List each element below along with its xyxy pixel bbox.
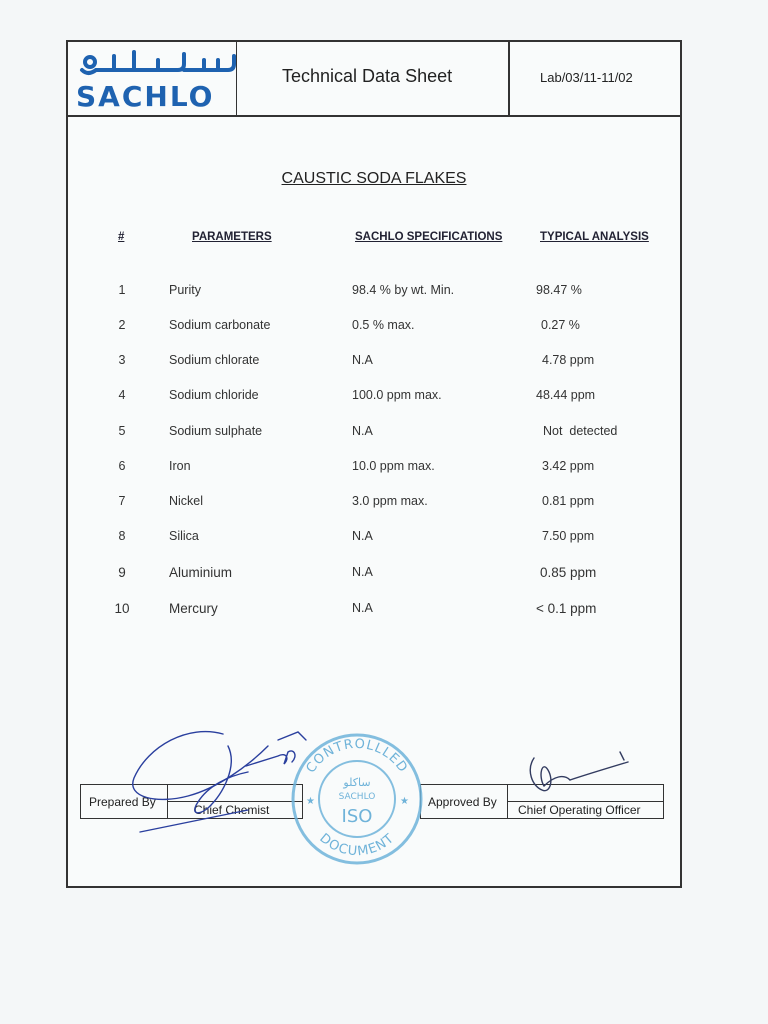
table-row (68, 565, 680, 585)
table-row (68, 494, 680, 514)
row-typical-value: 4.78 ppm (542, 353, 595, 367)
svg-text:CONTROLLLED (303, 737, 410, 776)
approved-by-role: Chief Operating Officer (518, 803, 641, 817)
approved-by-label: Approved By (428, 795, 497, 809)
approved-by-signature (508, 750, 658, 810)
stamp-company-arabic: ساكلو (343, 776, 371, 789)
row-parameter: Aluminium (169, 565, 233, 580)
table-row (68, 353, 680, 373)
row-typical-value: 7.50 ppm (542, 529, 595, 543)
prepared-by-label: Prepared By (89, 795, 156, 809)
column-header-typical-analysis: TYPICAL ANALYSIS (540, 231, 649, 243)
row-typical-value: < 0.1 ppm (536, 601, 597, 616)
row-specification: 100.0 ppm max. (352, 388, 442, 402)
row-parameter: Sodium sulphate (169, 424, 263, 438)
row-typical-value: Not detected (543, 424, 618, 438)
document-title: Technical Data Sheet (282, 66, 453, 86)
prepared-by-role: Chief Chemist (194, 803, 270, 817)
header-divider (508, 42, 510, 115)
row-typical-value: 0.27 % (541, 318, 580, 332)
row-number: 8 (118, 529, 126, 543)
stamp-top-text: CONTROLLLED (303, 736, 411, 776)
stamp-star-icon: ★ (306, 796, 315, 807)
row-parameter: Iron (169, 459, 191, 473)
table-row (68, 318, 680, 338)
column-header-parameters: PARAMETERS (192, 231, 272, 243)
row-parameter: Sodium chlorate (169, 353, 260, 367)
row-typical-value: 0.81 ppm (542, 494, 595, 508)
row-typical-value: 98.47 % (536, 283, 582, 297)
row-specification: 98.4 % by wt. Min. (352, 283, 455, 297)
row-parameter: Sodium chloride (169, 388, 259, 402)
data-sheet (66, 40, 682, 888)
row-specification: 3.0 ppm max. (352, 494, 428, 508)
row-parameter: Mercury (169, 601, 218, 616)
row-typical-value: 0.85 ppm (540, 565, 597, 580)
stamp-star-icon: ★ (400, 796, 409, 807)
document-code: Lab/03/11-11/02 (540, 70, 633, 85)
row-number: 5 (118, 424, 126, 438)
table-row (68, 459, 680, 479)
sachlo-logo (72, 46, 238, 112)
row-specification: N.A (352, 529, 373, 543)
stamp-company-english: SACHLO (338, 792, 376, 802)
header-divider (236, 42, 237, 115)
table-row (68, 601, 680, 621)
row-parameter: Silica (169, 529, 199, 543)
row-specification: N.A (352, 424, 373, 438)
row-parameter: Sodium carbonate (169, 318, 271, 332)
row-number: 9 (118, 565, 126, 580)
row-specification: N.A (352, 565, 373, 579)
row-parameter: Purity (169, 283, 201, 297)
table-row (68, 529, 680, 549)
prepared-by-signature (128, 726, 318, 836)
row-parameter: Nickel (169, 494, 204, 508)
row-specification: N.A (352, 601, 373, 615)
approved-by-label-box (420, 784, 508, 819)
row-specification: 10.0 ppm max. (352, 459, 435, 473)
sheet-header (68, 42, 680, 117)
table-row (68, 283, 680, 303)
row-number: 4 (118, 388, 126, 402)
column-header-number: # (118, 231, 125, 243)
row-specification: N.A (352, 353, 373, 367)
stamp-iso-text: ISO (341, 806, 373, 827)
row-number: 6 (118, 459, 126, 473)
table-row (68, 424, 680, 444)
product-title: CAUSTIC SODA FLAKES (281, 170, 467, 187)
table-row (68, 388, 680, 408)
stamp-bottom-text: DOCUMENT (316, 830, 398, 860)
row-number: 2 (118, 318, 126, 332)
row-number: 3 (118, 353, 126, 367)
row-typical-value: 48.44 ppm (536, 388, 596, 402)
logo-arabic-wordmark (78, 46, 238, 80)
row-specification: 0.5 % max. (352, 318, 415, 332)
row-number: 10 (114, 601, 130, 616)
row-number: 7 (118, 494, 126, 508)
logo-english-wordmark: SACHLO (76, 80, 215, 113)
row-typical-value: 3.42 ppm (542, 459, 595, 473)
row-number: 1 (118, 283, 126, 297)
column-header-specifications: SACHLO SPECIFICATIONS (355, 231, 503, 243)
